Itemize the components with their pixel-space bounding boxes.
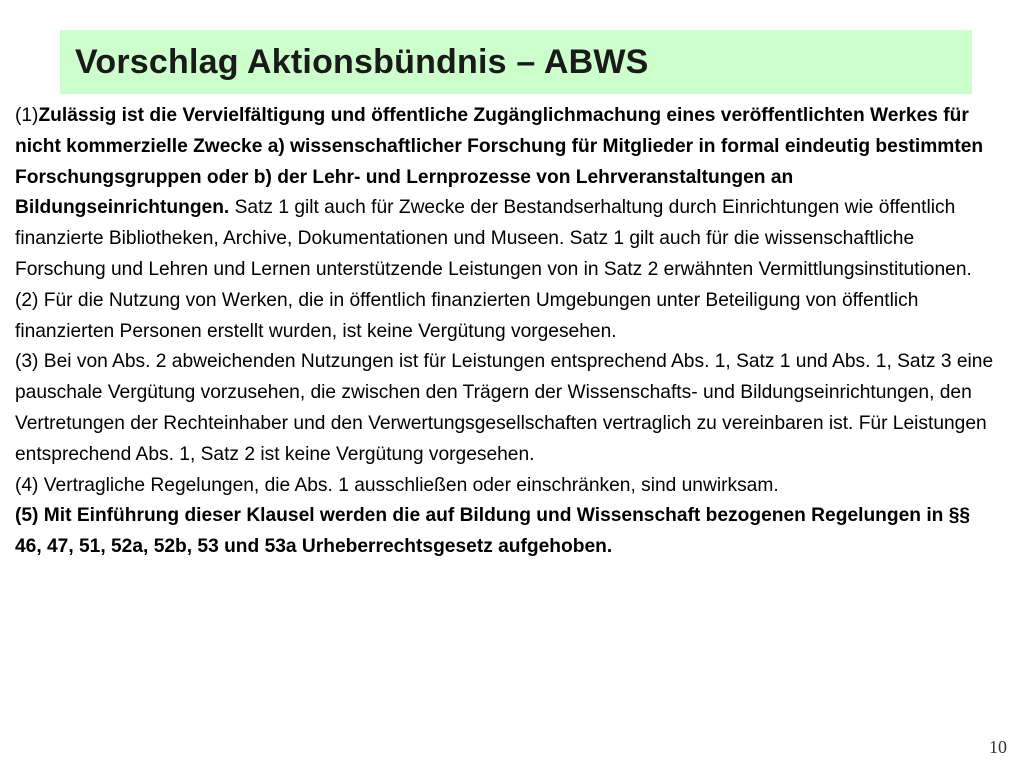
paragraph-1-normal: Satz 1 gilt auch für Zwecke der Bestandserhaltung durch Einrichtungen wie öffentlich finanzierte Bibliotheken, Archive, Dokumentationen und Museen. Satz 1 gilt auch für die wissenschaftliche Forschung und Lehren und Lernen unterstützende Leistungen von in Satz 2 erwähnten Vermittlungsinstitutionen. bbox=[15, 197, 972, 280]
slide-body bbox=[15, 101, 1000, 563]
paragraph-1 bbox=[15, 101, 1000, 286]
slide-title: Vorschlag Aktionsbündnis – ABWS bbox=[75, 42, 649, 81]
paragraph-4: (4) Vertragliche Regelungen, die Abs. 1 ausschließen oder einschränken, sind unwirksam. bbox=[15, 474, 779, 496]
paragraph-5: (5) Mit Einführung dieser Klausel werden die auf Bildung und Wissenschaft bezogenen Regelungen in §§ 46, 47, 51, 52a, 52b, 53 und 53a Urheberrechtsgesetz aufgehoben. bbox=[15, 505, 971, 558]
title-box bbox=[60, 30, 972, 94]
paragraph-3: (3) Bei von Abs. 2 abweichenden Nutzungen ist für Leistungen entsprechend Abs. 1, Satz 1 und Abs. 1, Satz 3 eine pauschale Vergütung vorzusehen, die zwischen den Trägern der Wissenschafts- und Bildungseinrichtungen, den Vertretungen der Rechteinhaber und den Verwertungsgesellschaften vertraglich zu vereinbaren ist. Für Leistungen entsprechend Abs. 1, Satz 2 ist keine Vergütung vorgesehen. bbox=[15, 351, 994, 465]
paragraph-1-bold: Zulässig ist die Vervielfältigung und öffentliche Zugänglichmachung eines veröffentlichten Werkes für nicht kommerzielle Zwecke a) wissenschaftlicher Forschung für Mitglieder in formal eindeutig bestimmten Forschungsgruppen oder b) der Lehr- und Lernprozesse von Lehrveranstaltungen an Bildungseinrichtungen. bbox=[15, 105, 984, 219]
page-number: 10 bbox=[989, 737, 1007, 757]
paragraph-2: (2) Für die Nutzung von Werken, die in öffentlich finanzierten Umgebungen unter Beteiligung von öffentlich finanzierten Personen erstellt wurden, ist keine Vergütung vorgesehen. bbox=[15, 289, 919, 342]
paragraph-1-number: (1) bbox=[15, 105, 39, 126]
